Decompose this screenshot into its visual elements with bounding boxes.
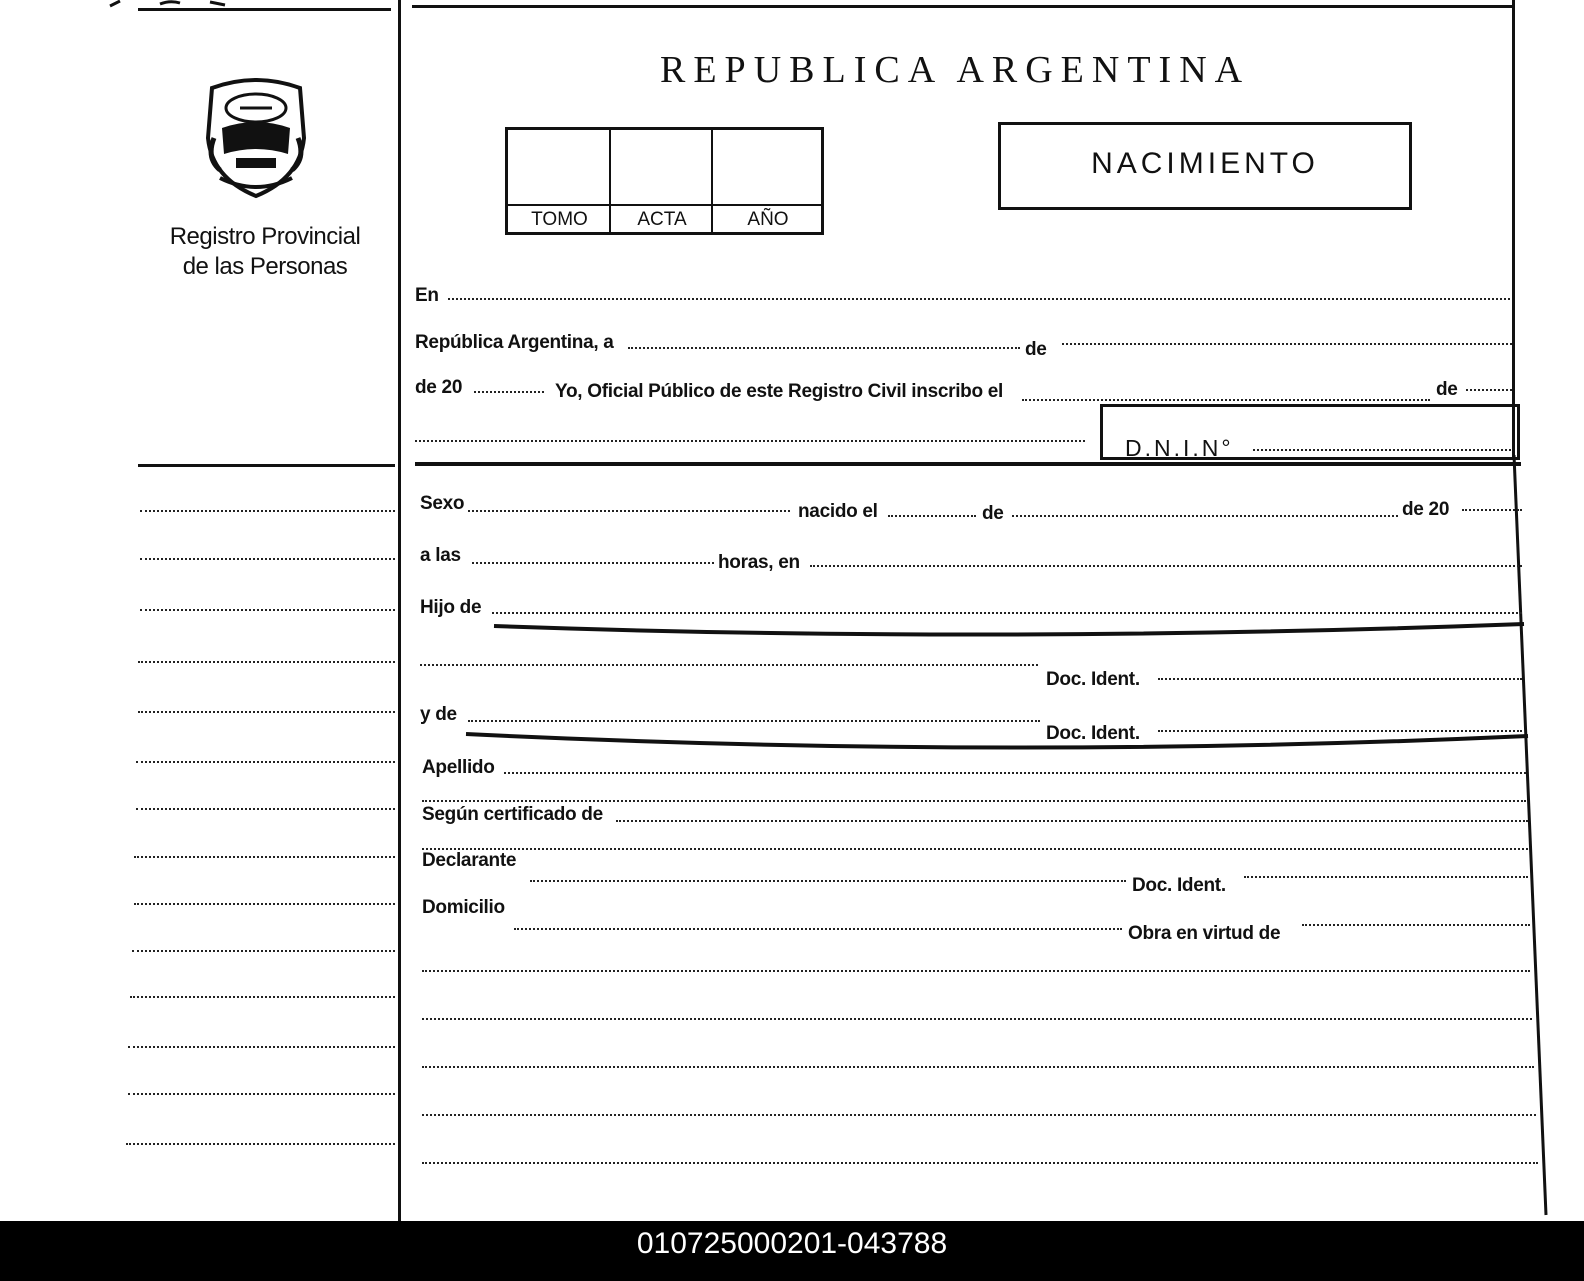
declarante-doc-field[interactable] bbox=[1244, 876, 1528, 878]
a-las-label: a las bbox=[420, 545, 461, 566]
segun-label: Según certificado de bbox=[422, 804, 603, 825]
apellido-line-2[interactable] bbox=[422, 800, 1526, 802]
father-doc-field[interactable] bbox=[1158, 678, 1522, 680]
document-id: 010725000201-043788 bbox=[636, 1227, 948, 1260]
reference-table bbox=[505, 127, 824, 235]
republica-label: República Argentina, a bbox=[415, 332, 614, 353]
margin-line-1[interactable] bbox=[140, 510, 395, 512]
country-title: REPUBLICA ARGENTINA bbox=[660, 49, 1251, 91]
inscription-continue-field[interactable] bbox=[1466, 389, 1512, 391]
registry-name bbox=[150, 222, 380, 282]
domicilio-label: Domicilio bbox=[422, 897, 505, 918]
en-label: En bbox=[415, 285, 439, 306]
de-label-3: de bbox=[982, 503, 1004, 524]
column-header-acta: ACTA bbox=[637, 209, 687, 230]
acta-cell[interactable] bbox=[611, 130, 713, 206]
hour-field[interactable] bbox=[472, 562, 714, 564]
margin-line-10[interactable] bbox=[132, 950, 395, 952]
margin-line-6[interactable] bbox=[136, 761, 395, 763]
registry-name-line2: de las Personas bbox=[182, 253, 348, 280]
year-field[interactable] bbox=[474, 391, 544, 393]
notes-line-5[interactable] bbox=[422, 1162, 1538, 1164]
margin-line-7[interactable] bbox=[136, 808, 395, 810]
margin-line-4[interactable] bbox=[138, 661, 395, 663]
left-column-divider bbox=[398, 0, 401, 1221]
margin-line-14[interactable] bbox=[126, 1143, 395, 1145]
margin-line-9[interactable] bbox=[134, 903, 395, 905]
notes-line-3[interactable] bbox=[422, 1066, 1534, 1068]
mother-section-rule bbox=[462, 730, 1532, 760]
day-field[interactable] bbox=[628, 347, 1020, 349]
right-edge-curve bbox=[1500, 455, 1560, 1225]
form-type-label: NACIMIENTO bbox=[1091, 147, 1319, 180]
birth-day-field[interactable] bbox=[888, 515, 976, 517]
dni-label: D.N.I.N° bbox=[1125, 435, 1234, 461]
declarante-label: Declarante bbox=[422, 850, 517, 871]
main-section-rule bbox=[415, 462, 1521, 466]
notes-line-4[interactable] bbox=[422, 1114, 1536, 1116]
inscription-line-2[interactable] bbox=[415, 440, 1085, 442]
dni-box bbox=[1100, 404, 1520, 460]
doc-ident-label-2: Doc. Ident. bbox=[1046, 723, 1140, 744]
father-name-line-2[interactable] bbox=[420, 664, 1038, 666]
scan-footer-bar bbox=[0, 1221, 1584, 1281]
certificate-field[interactable] bbox=[616, 820, 1528, 822]
margin-line-11[interactable] bbox=[130, 996, 395, 998]
oficial-statement: Yo, Oficial Público de este Registro Civil inscribo el bbox=[555, 381, 1004, 402]
obra-label: Obra en virtud de bbox=[1128, 923, 1281, 944]
left-section-rule bbox=[138, 464, 395, 467]
horas-label: horas, en bbox=[718, 552, 800, 573]
declarante-field[interactable] bbox=[530, 880, 1126, 882]
father-name-field[interactable] bbox=[492, 612, 1522, 614]
en-field[interactable] bbox=[448, 298, 1510, 300]
sexo-field[interactable] bbox=[468, 510, 790, 512]
notes-line-1[interactable] bbox=[422, 970, 1530, 972]
nacido-label: nacido el bbox=[798, 501, 878, 522]
apellido-label: Apellido bbox=[422, 757, 495, 778]
notes-line-2[interactable] bbox=[422, 1018, 1532, 1020]
column-header-tomo: TOMO bbox=[531, 209, 588, 230]
handwritten-mark bbox=[100, 0, 260, 10]
top-right-rule bbox=[412, 5, 1512, 8]
birthplace-field[interactable] bbox=[810, 565, 1522, 567]
margin-line-3[interactable] bbox=[140, 609, 395, 611]
margin-line-13[interactable] bbox=[128, 1093, 395, 1095]
father-section-rule bbox=[490, 618, 1530, 648]
de-label-2: de bbox=[1436, 379, 1458, 400]
form-type-box bbox=[998, 122, 1412, 210]
right-page-edge bbox=[1512, 0, 1515, 460]
margin-line-5[interactable] bbox=[138, 711, 395, 713]
domicilio-field[interactable] bbox=[514, 928, 1122, 930]
margin-line-12[interactable] bbox=[128, 1046, 395, 1048]
birth-year-field[interactable] bbox=[1462, 509, 1522, 511]
month-field[interactable] bbox=[1062, 343, 1512, 345]
provincial-coat-of-arms-icon bbox=[200, 78, 312, 200]
doc-ident-label-3: Doc. Ident. bbox=[1132, 875, 1226, 896]
mother-name-field[interactable] bbox=[468, 720, 1040, 722]
dni-field[interactable] bbox=[1253, 449, 1511, 451]
certificate-line-2[interactable] bbox=[422, 848, 1528, 850]
registry-name-line1: Registro Provincial bbox=[169, 223, 361, 250]
table-footer-rule bbox=[508, 204, 821, 206]
tomo-cell[interactable] bbox=[508, 130, 611, 206]
obra-field[interactable] bbox=[1302, 924, 1530, 926]
de-label-1: de bbox=[1025, 339, 1047, 360]
inscription-field[interactable] bbox=[1022, 399, 1430, 401]
de20-label: de 20 bbox=[415, 377, 463, 398]
sexo-label: Sexo bbox=[420, 493, 465, 514]
y-de-label: y de bbox=[420, 704, 457, 725]
hijo-label: Hijo de bbox=[420, 597, 482, 618]
birth-month-field[interactable] bbox=[1012, 515, 1398, 517]
doc-ident-label-1: Doc. Ident. bbox=[1046, 669, 1140, 690]
margin-line-2[interactable] bbox=[140, 558, 395, 560]
de20-label-2: de 20 bbox=[1402, 499, 1450, 520]
margin-line-8[interactable] bbox=[134, 856, 395, 858]
column-header-anio: AÑO bbox=[747, 209, 789, 230]
apellido-field[interactable] bbox=[504, 772, 1526, 774]
